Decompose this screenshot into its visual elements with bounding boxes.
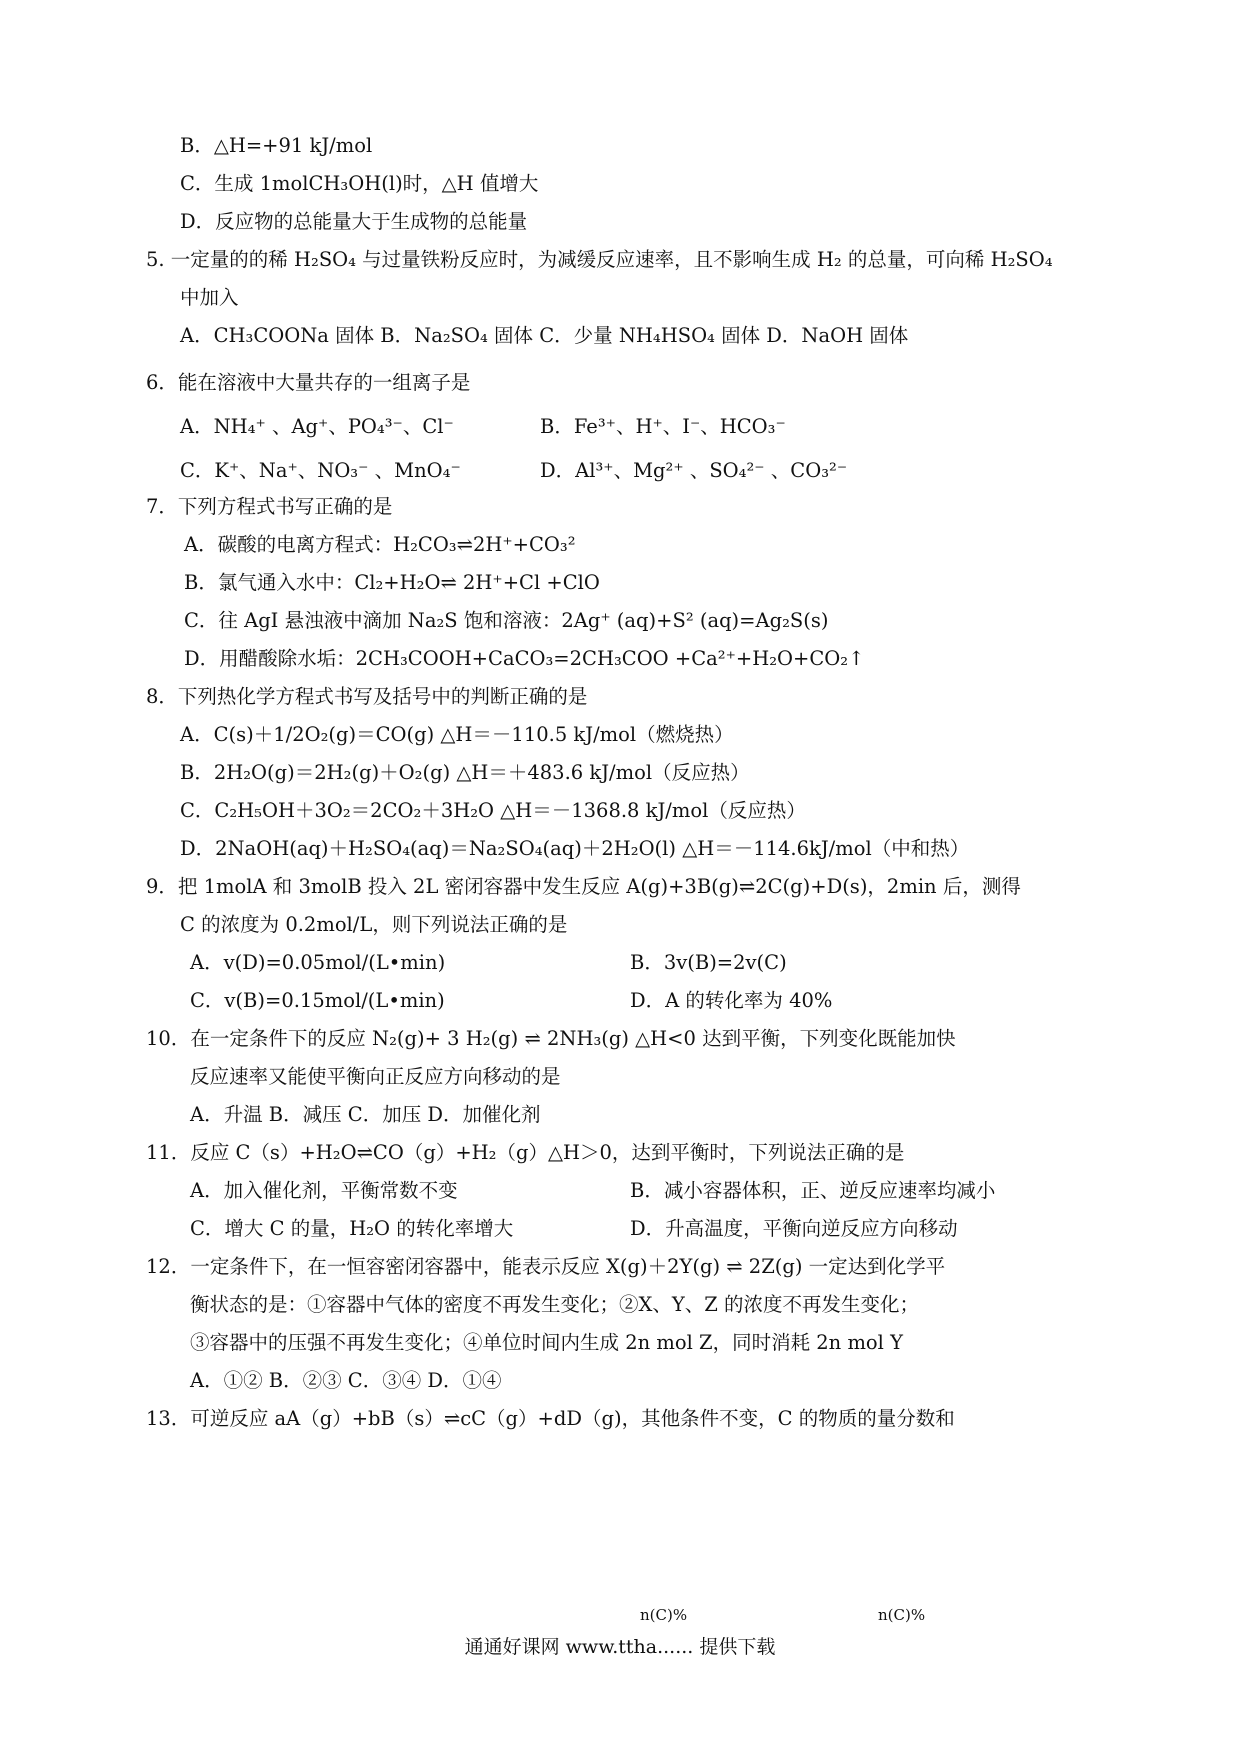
q11-option-d: D．升高温度，平衡向逆反应方向移动 [630, 1217, 958, 1240]
q7-option-d: D．用醋酸除水垢：2CH₃COOH+CaCO₃=2CH₃COO +Ca²⁺+H₂O+CO₂↑ [184, 647, 865, 670]
q5-stem-cont: 中加入 [180, 286, 239, 309]
q7-option-b: B．氯气通入水中：Cl₂+H₂O⇌ 2H⁺+Cl +ClO [184, 571, 600, 594]
q13-stem: 13．可逆反应 aA（g）+bB（s）⇌cC（g）+dD（g)，其他条件不变，C 的物质的量分数和 [146, 1407, 955, 1430]
q12-stem-cont-1: 衡状态的是：①容器中气体的密度不再发生变化；②X、Y、Z 的浓度不再发生变化； [190, 1293, 920, 1316]
q9-option-b: B．3v(B)=2v(C) [630, 951, 787, 974]
q10-options: A．升温 B．减压 C．加压 D．加催化剂 [190, 1103, 541, 1126]
q6-stem: 6．能在溶液中大量共存的一组离子是 [146, 371, 471, 394]
q11-option-a: A．加入催化剂，平衡常数不变 [190, 1179, 458, 1202]
q5-stem: 5. 一定量的的稀 H₂SO₄ 与过量铁粉反应时，为减缓反应速率，且不影响生成 H₂ 的总量，可向稀 H₂SO₄ [146, 248, 1053, 271]
q8-option-c: C．C₂H₅OH＋3O₂＝2CO₂＋3H₂O △H＝－1368.8 kJ/mol（反应热） [180, 799, 806, 822]
q11-option-b: B．减小容器体积，正、逆反应速率均减小 [630, 1179, 996, 1202]
q7-option-c: C．往 AgI 悬浊液中滴加 Na₂S 饱和溶液：2Ag⁺ (aq)+S² (aq)=Ag₂S(s) [184, 609, 829, 632]
q8-option-b: B．2H₂O(g)＝2H₂(g)＋O₂(g) △H＝＋483.6 kJ/mol（反应热） [180, 761, 750, 784]
q10-stem: 10．在一定条件下的反应 N₂(g)+ 3 H₂(g) ⇌ 2NH₃(g) △H<0 达到平衡，下列变化既能加快 [146, 1027, 956, 1050]
q12-stem: 12．一定条件下，在一恒容密闭容器中，能表示反应 X(g)＋2Y(g) ⇌ 2Z(g) 一定达到化学平 [146, 1255, 946, 1278]
q11-stem: 11．反应 C（s）+H₂O⇌CO（g）+H₂（g）△H＞0，达到平衡时，下列说法正确的是 [146, 1141, 905, 1164]
q8-option-a: A．C(s)＋1/2O₂(g)＝CO(g) △H＝－110.5 kJ/mol（燃烧热） [180, 723, 734, 746]
graph-label-left: n(C)% [640, 1606, 688, 1624]
q11-option-c: C．增大 C 的量，H₂O 的转化率增大 [190, 1217, 514, 1240]
q4-option-b: B．△H=+91 kJ/mol [180, 134, 373, 157]
q9-option-d: D．A 的转化率为 40% [630, 989, 833, 1012]
q12-stem-cont-2: ③容器中的压强不再发生变化；④单位时间内生成 2n mol Z，同时消耗 2n mol Y [190, 1331, 903, 1354]
q9-stem-cont: C 的浓度为 0.2mol/L，则下列说法正确的是 [180, 913, 568, 936]
q6-option-a: A．NH₄⁺ 、Ag⁺、PO₄³⁻、Cl⁻ [180, 415, 454, 438]
graph-label-right: n(C)% [878, 1606, 926, 1624]
q6-option-c: C．K⁺、Na⁺、NO₃⁻ 、MnO₄⁻ [180, 459, 461, 482]
q8-stem: 8．下列热化学方程式书写及括号中的判断正确的是 [146, 685, 588, 708]
q4-option-d: D．反应物的总能量大于生成物的总能量 [180, 210, 528, 233]
page-footer: 通通好课网 www.ttha...... 提供下载 [464, 1636, 776, 1658]
q10-stem-cont: 反应速率又能使平衡向正反应方向移动的是 [190, 1065, 561, 1088]
q9-stem: 9．把 1molA 和 3molB 投入 2L 密闭容器中发生反应 A(g)+3B(g)⇌2C(g)+D(s)，2min 后，测得 [146, 875, 1021, 898]
q9-option-c: C．v(B)=0.15mol/(L•min) [190, 989, 445, 1012]
q4-option-c: C．生成 1molCH₃OH(l)时，△H 值增大 [180, 172, 539, 195]
q5-options: A．CH₃COONa 固体 B．Na₂SO₄ 固体 C．少量 NH₄HSO₄ 固体 D．NaOH 固体 [180, 324, 909, 347]
q7-stem: 7．下列方程式书写正确的是 [146, 495, 393, 518]
q8-option-d: D．2NaOH(aq)＋H₂SO₄(aq)＝Na₂SO₄(aq)＋2H₂O(l) △H＝－114.6kJ/mol（中和热） [180, 837, 970, 860]
q12-options: A．①② B．②③ C．③④ D．①④ [190, 1369, 502, 1392]
q9-option-a: A．v(D)=0.05mol/(L•min) [190, 951, 446, 974]
q6-option-d: D．Al³⁺、Mg²⁺ 、SO₄²⁻ 、CO₃²⁻ [540, 459, 848, 482]
q7-option-a: A．碳酸的电离方程式：H₂CO₃⇌2H⁺+CO₃² [184, 533, 576, 556]
q6-option-b: B．Fe³⁺、H⁺、I⁻、HCO₃⁻ [540, 415, 786, 438]
